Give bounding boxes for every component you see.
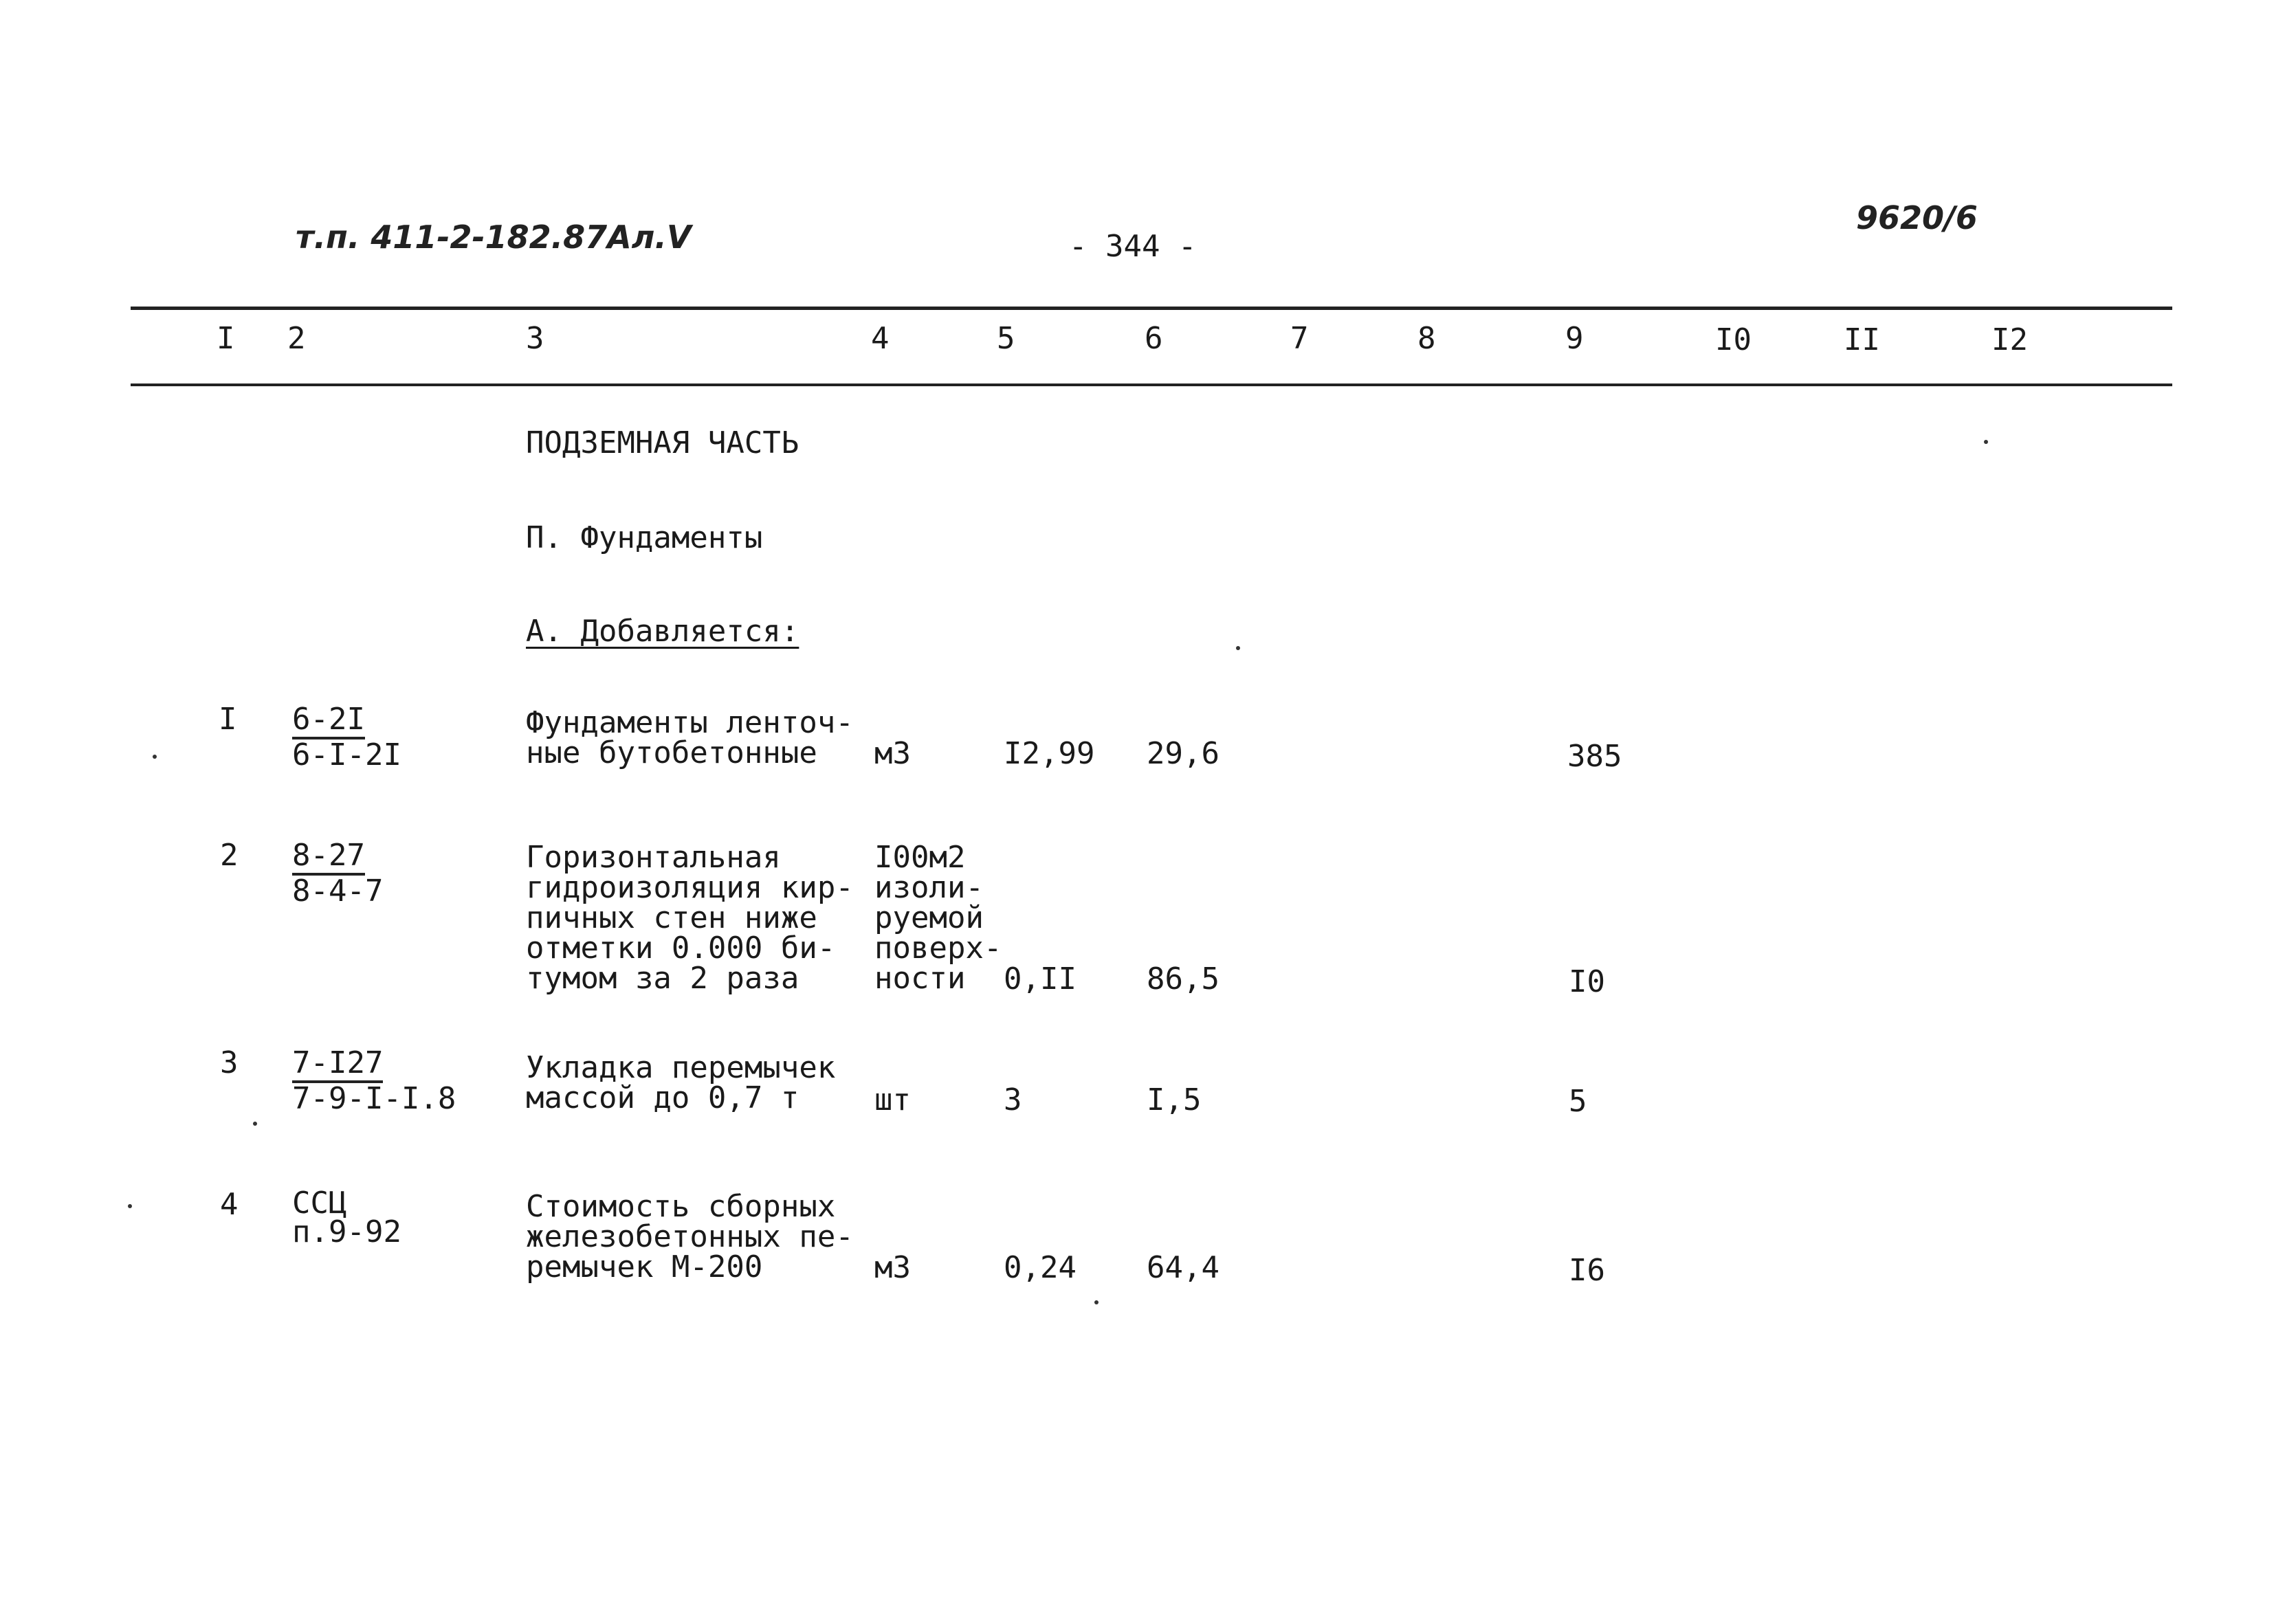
column-header: I2: [1991, 322, 2028, 357]
column-header: 9: [1565, 321, 1584, 356]
quantity: I2,99: [1004, 736, 1095, 771]
norm-code-bottom: 8-4-7: [292, 874, 384, 909]
column-header: 8: [1417, 321, 1436, 356]
document-reference: т.п. 411-2-182.87Ал.V: [296, 219, 692, 256]
work-description: Горизонтальная гидроизоляция кир- пичных стен ниже отметки 0.000 би- тумом за 2 раза: [526, 840, 854, 996]
unit: I00м2 изоли- руемой поверх- ности: [874, 840, 1002, 996]
table-header-rule: [131, 383, 2172, 386]
total-cost: I0: [1569, 964, 1605, 999]
unit-price: 86,5: [1147, 961, 1219, 997]
norm-code-bottom: 6-I-2I: [292, 737, 401, 772]
unit-price: 64,4: [1147, 1250, 1219, 1285]
norm-code: [292, 704, 401, 771]
sheet-code: 9620/6: [1856, 199, 1978, 236]
total-cost: 385: [1567, 739, 1622, 774]
column-header: 7: [1290, 321, 1309, 356]
quantity: 0,II: [1004, 961, 1077, 997]
column-header: 4: [871, 321, 890, 356]
group-heading: А. Добавляется:: [526, 614, 799, 649]
norm-code-top: 6-2I: [292, 704, 365, 739]
column-header: I: [217, 321, 235, 356]
norm-code-top: 7-I27: [292, 1047, 383, 1083]
norm-code-bottom: п.9-92: [292, 1214, 401, 1249]
unit: м3: [874, 1250, 911, 1285]
section-title: ПОДЗЕМНАЯ ЧАСТЬ: [526, 425, 799, 460]
norm-code: [292, 840, 383, 907]
column-header: II: [1844, 322, 1880, 357]
column-header: I0: [1715, 322, 1752, 357]
row-number: 4: [220, 1187, 239, 1222]
unit: шт: [874, 1082, 911, 1117]
norm-code-top: ССЦ: [292, 1186, 347, 1221]
total-cost: I6: [1569, 1253, 1605, 1288]
row-number: 2: [220, 838, 239, 873]
row-number: 3: [220, 1045, 239, 1080]
work-description: Фундаменты ленточ- ные бутобетонные: [526, 705, 854, 770]
scan-speckle: [128, 1204, 132, 1208]
scan-speckle: [153, 755, 157, 759]
unit-price: 29,6: [1147, 736, 1219, 771]
quantity: 0,24: [1004, 1250, 1077, 1285]
norm-code: [292, 1047, 456, 1115]
scan-speckle: [1984, 440, 1988, 444]
norm-code-top: 8-27: [292, 840, 365, 876]
norm-code: [292, 1186, 401, 1249]
unit: м3: [874, 736, 911, 771]
row-number: I: [219, 702, 237, 737]
section-subtitle: П. Фундаменты: [526, 520, 763, 555]
scan-speckle: [253, 1122, 257, 1126]
quantity: 3: [1004, 1082, 1022, 1117]
column-header: 5: [997, 321, 1015, 356]
column-header: 2: [287, 321, 306, 356]
column-header: 6: [1145, 321, 1163, 356]
unit-price: I,5: [1147, 1082, 1202, 1117]
norm-code-bottom: 7-9-I-I.8: [292, 1081, 456, 1116]
scan-speckle: [1236, 646, 1240, 650]
page-number: - 344 -: [1069, 229, 1197, 264]
total-cost: 5: [1569, 1084, 1587, 1119]
work-description: Укладка перемычек массой до 0,7 т: [526, 1050, 836, 1115]
work-description: Стоимость сборных железобетонных пе- ремычек М-200: [526, 1189, 854, 1284]
table-top-rule: [131, 307, 2172, 310]
column-header: 3: [526, 321, 544, 356]
scan-speckle: [1094, 1300, 1099, 1304]
